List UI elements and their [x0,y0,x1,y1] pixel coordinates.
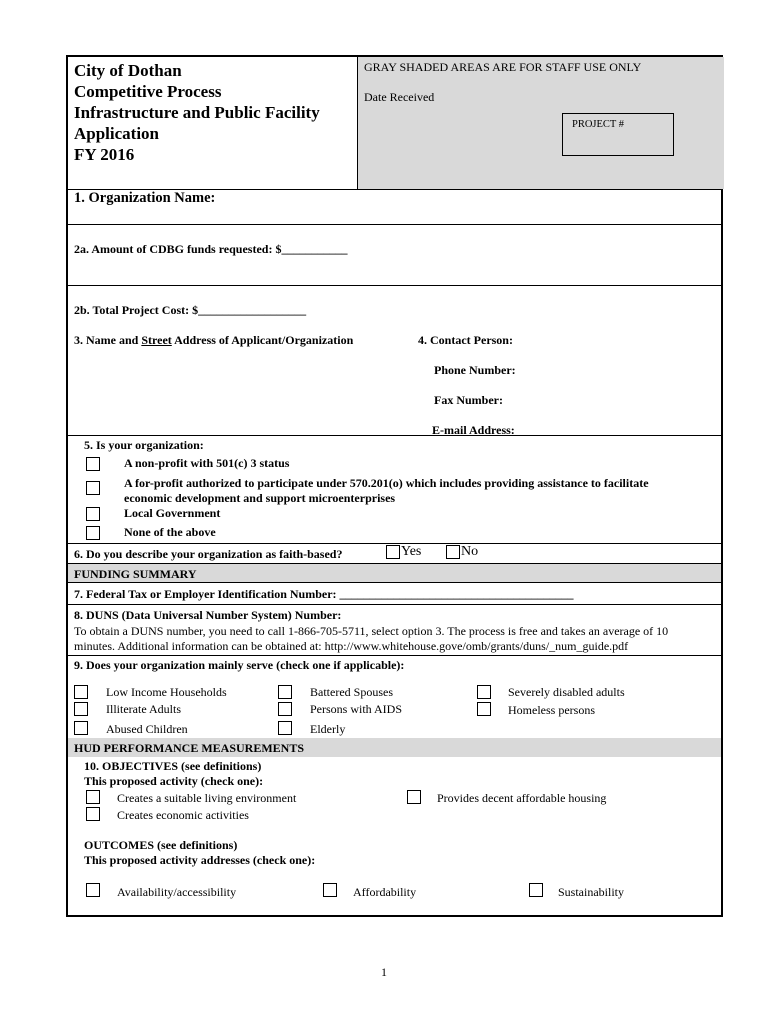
low-income-checkbox[interactable] [74,685,88,699]
email-address-label: E-mail Address: [432,423,515,437]
divider [68,582,721,583]
elderly-checkbox[interactable] [278,721,292,735]
affordable-housing-checkbox[interactable] [407,790,421,804]
elderly-label: Elderly [310,722,346,736]
none-above-checkbox[interactable] [86,526,100,540]
divider [68,543,721,544]
abused-children-checkbox[interactable] [74,721,88,735]
divider [68,224,721,225]
economic-activities-checkbox[interactable] [86,807,100,821]
for-profit-checkbox[interactable] [86,481,100,495]
application-form [66,55,723,917]
persons-with-aids-checkbox[interactable] [278,702,292,716]
affordability-checkbox[interactable] [323,883,337,897]
suitable-living-label: Creates a suitable living environment [117,791,297,805]
suitable-living-checkbox[interactable] [86,790,100,804]
project-number-label: PROJECT # [572,119,625,130]
divider [68,435,721,436]
title-line: FY 2016 [74,145,135,164]
availability-label: Availability/accessibility [117,885,237,899]
local-government-checkbox[interactable] [86,507,100,521]
faith-based-yes-checkbox[interactable] [386,545,400,559]
tax-id-label: 7. Federal Tax or Employer Identification Number: _______________________________________ [74,587,574,601]
outcomes-title: OUTCOMES (see definitions) [84,838,238,852]
none-above-label: None of the above [124,525,216,539]
nonprofit-checkbox[interactable] [86,457,100,471]
sustainability-label: Sustainability [558,885,624,899]
date-received-label: Date Received [364,90,435,104]
duns-instructions-2: minutes. Additional information can be obtained at: http://www.whitehouse.gove/omb/grants/duns/_num_guide.pdf [74,639,629,653]
illiterate-adults-checkbox[interactable] [74,702,88,716]
street-underlined: Street [141,333,172,347]
severely-disabled-label: Severely disabled adults [508,685,625,699]
staff-note: GRAY SHADED AREAS ARE FOR STAFF USE ONLY [364,60,642,74]
for-profit-label: A for-profit authorized to participate under 570.201(o) which includes providing assistance to facilitate [124,476,649,490]
nonprofit-label: A non-profit with 501(c) 3 status [124,456,290,470]
battered-spouses-label: Battered Spouses [310,685,393,699]
economic-activities-label: Creates economic activities [117,808,249,822]
title-line: Competitive Process [74,82,222,101]
illiterate-adults-label: Illiterate Adults [106,702,181,716]
availability-checkbox[interactable] [86,883,100,897]
affordable-housing-label: Provides decent affordable housing [437,791,607,805]
total-project-cost-label: 2b. Total Project Cost: $__________________ [74,303,307,317]
duns-title: 8. DUNS (Data Universal Number System) Number: [74,608,342,622]
for-profit-label-cont: economic development and support microenterprises [124,491,396,505]
faith-based-question: 6. Do you describe your organization as faith-based? [74,547,343,561]
local-government-label: Local Government [124,506,221,520]
faith-based-yes-label: Yes [401,544,422,559]
battered-spouses-checkbox[interactable] [278,685,292,699]
funding-summary-heading: FUNDING SUMMARY [74,567,197,581]
contact-person-label: 4. Contact Person: [418,333,513,347]
population-served-question: 9. Does your organization mainly serve (check one if applicable): [74,658,405,672]
project-number-box[interactable] [562,113,674,156]
title-line: City of Dothan [74,61,182,80]
persons-with-aids-label: Persons with AIDS [310,702,403,716]
organization-name-label: 1. Organization Name: [74,190,216,206]
cdbg-funds-label: 2a. Amount of CDBG funds requested: $___________ [74,242,348,256]
form-title [74,60,320,165]
low-income-label: Low Income Households [106,685,227,699]
sustainability-checkbox[interactable] [529,883,543,897]
hud-performance-heading: HUD PERFORMANCE MEASUREMENTS [74,741,305,755]
faith-based-no-checkbox[interactable] [446,545,460,559]
page-number: 1 [381,965,387,979]
title-line: Application [74,124,160,143]
affordability-label: Affordability [353,885,417,899]
title-line: Infrastructure and Public Facility [74,103,320,122]
applicant-address-label: 3. Name and Street Address of Applicant/Organization [74,333,354,347]
objectives-subtitle: This proposed activity (check one): [84,774,264,788]
outcomes-subtitle: This proposed activity addresses (check one): [84,853,316,867]
divider [68,655,721,656]
organization-type-question: 5. Is your organization: [84,438,204,452]
severely-disabled-checkbox[interactable] [477,685,491,699]
divider [68,604,721,605]
homeless-persons-checkbox[interactable] [477,702,491,716]
duns-instructions-1: To obtain a DUNS number, you need to call 1-866-705-5711, select option 3. The process is free and takes an average of 10 [74,624,669,638]
divider [68,285,721,286]
phone-number-label: Phone Number: [434,363,516,377]
fax-number-label: Fax Number: [434,393,503,407]
abused-children-label: Abused Children [106,722,188,736]
faith-based-no-label: No [461,544,479,559]
objectives-title: 10. OBJECTIVES (see definitions) [84,759,262,773]
homeless-persons-label: Homeless persons [508,703,595,717]
